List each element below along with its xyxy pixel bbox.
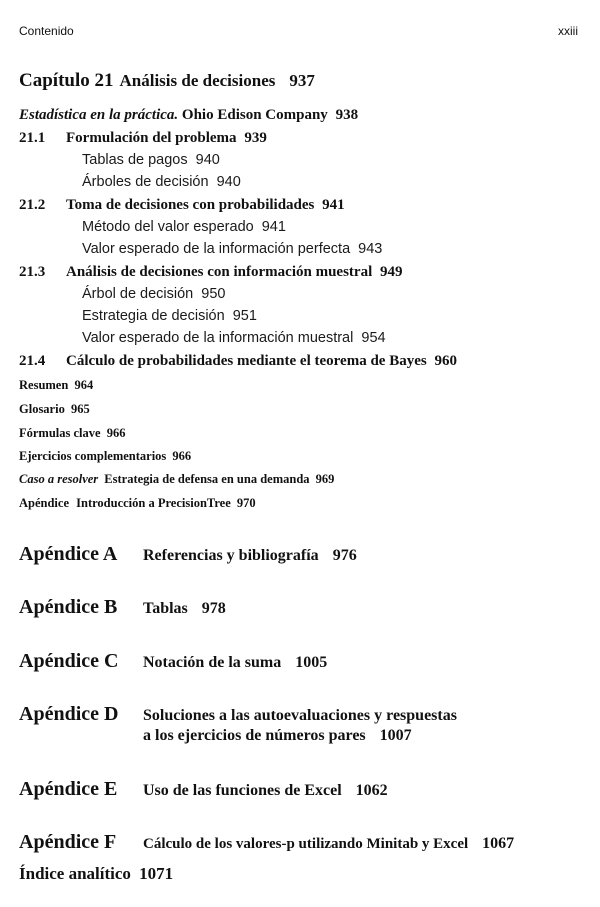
appendix-page: 1005 [295, 654, 328, 671]
subsection-item [82, 308, 257, 324]
chapter-appendix-page: 970 [236, 496, 256, 510]
case-page: 969 [315, 472, 335, 486]
chapter-title: Análisis de decisiones [119, 71, 276, 90]
running-head-left: Contenido [19, 24, 74, 38]
appendix-title: Tablas [143, 600, 188, 617]
chapter-page: 937 [289, 71, 315, 90]
appendix-title: Notación de la suma [143, 654, 282, 671]
case-entry [19, 472, 334, 487]
subsection-page: 940 [216, 174, 241, 190]
practice-entry [19, 107, 358, 124]
appendix-page: 1062 [355, 782, 388, 799]
subsection-page: 941 [261, 219, 286, 235]
subsection-item [82, 241, 382, 257]
section-number: 21.4 [19, 353, 46, 369]
subsection-title: Árbol de decisión [82, 286, 194, 302]
section-21-2 [19, 197, 345, 214]
subsection-page: 950 [201, 286, 226, 302]
appendix-f [19, 831, 514, 854]
subsection-title: Estrategia de decisión [82, 308, 225, 324]
subsection-title: Árboles de decisión [82, 174, 209, 190]
subsection-title: Valor esperado de la información perfecta [82, 241, 351, 257]
section-page: 941 [322, 197, 345, 213]
case-lead: Caso a resolver [19, 472, 99, 486]
appendix-page: 978 [201, 600, 226, 617]
subsection-item [82, 219, 286, 235]
appendix-title: Cálculo de los valores-p utilizando Minitab y Excel [143, 836, 469, 852]
section-title: Análisis de decisiones con información muestral [66, 264, 373, 280]
appendix-page: 1067 [482, 835, 515, 852]
section-title: Formulación del problema [66, 130, 237, 146]
index-page: 1071 [139, 864, 174, 883]
appendix-title-line-2: a los ejercicios de números pares [143, 727, 366, 744]
end-matter-item-formulas [19, 426, 125, 441]
chapter-appendix-lead: Apéndice [19, 496, 69, 510]
appendix-title: Referencias y bibliografía [143, 547, 319, 564]
appendix-a [19, 543, 357, 566]
end-matter-title: Glosario [19, 402, 65, 416]
chapter-heading [19, 70, 315, 92]
appendix-title: Soluciones a las autoevaluaciones y respuestas [143, 707, 457, 724]
appendix-label: Apéndice E [19, 778, 118, 800]
appendix-c [19, 650, 327, 673]
section-page: 939 [244, 130, 267, 146]
end-matter-page: 964 [74, 378, 94, 392]
case-title: Estrategia de defensa en una demanda [104, 472, 310, 486]
end-matter-item-glosario [19, 402, 90, 417]
end-matter-title: Resumen [19, 378, 69, 392]
appendix-label: Apéndice B [19, 596, 118, 618]
section-title: Toma de decisiones con probabilidades [66, 197, 315, 213]
section-number: 21.2 [19, 197, 46, 213]
end-matter-page: 966 [106, 426, 126, 440]
subsection-page: 940 [195, 152, 220, 168]
running-head-page-number: xxiii [558, 24, 578, 38]
subsection-title: Valor esperado de la información muestral [82, 330, 354, 346]
section-title: Cálculo de probabilidades mediante el teorema de Bayes [66, 353, 427, 369]
chapter-appendix-title: Introducción a PrecisionTree [76, 496, 231, 510]
appendix-d [19, 703, 457, 726]
subsection-title: Tablas de pagos [82, 152, 188, 168]
appendix-label: Apéndice F [19, 831, 117, 853]
section-21-3 [19, 264, 403, 281]
subsection-page: 954 [361, 330, 386, 346]
section-number: 21.3 [19, 264, 46, 280]
appendix-title: Uso de las funciones de Excel [143, 782, 342, 799]
subsection-item [82, 152, 220, 168]
appendix-page: 976 [332, 547, 357, 564]
end-matter-page: 966 [172, 449, 192, 463]
appendix-label: Apéndice C [19, 650, 119, 672]
subsection-item [82, 330, 386, 346]
appendix-b [19, 596, 226, 619]
section-number: 21.1 [19, 130, 46, 146]
appendix-e [19, 778, 388, 801]
index-entry [19, 864, 173, 884]
section-page: 949 [380, 264, 403, 280]
subsection-item [82, 286, 225, 302]
index-title: Índice analítico [19, 864, 131, 883]
subsection-page: 943 [358, 241, 383, 257]
chapter-appendix-entry [19, 496, 256, 511]
appendix-label: Apéndice D [19, 703, 119, 725]
end-matter-title: Ejercicios complementarios [19, 449, 167, 463]
appendix-d-line-2 [143, 727, 412, 745]
end-matter-item-resumen [19, 378, 93, 393]
end-matter-page: 965 [70, 402, 90, 416]
section-21-4 [19, 353, 457, 370]
practice-lead: Estadística en la práctica. [19, 107, 179, 123]
practice-title: Ohio Edison Company [181, 107, 328, 123]
section-page: 960 [434, 353, 457, 369]
subsection-item [82, 174, 241, 190]
practice-page: 938 [335, 107, 359, 123]
appendix-page: 1007 [379, 727, 412, 744]
chapter-label: Capítulo 21 [19, 70, 114, 91]
section-21-1 [19, 130, 267, 147]
end-matter-item-ejercicios [19, 449, 191, 464]
end-matter-title: Fórmulas clave [19, 426, 101, 440]
appendix-label: Apéndice A [19, 543, 118, 565]
subsection-title: Método del valor esperado [82, 219, 254, 235]
subsection-page: 951 [232, 308, 257, 324]
